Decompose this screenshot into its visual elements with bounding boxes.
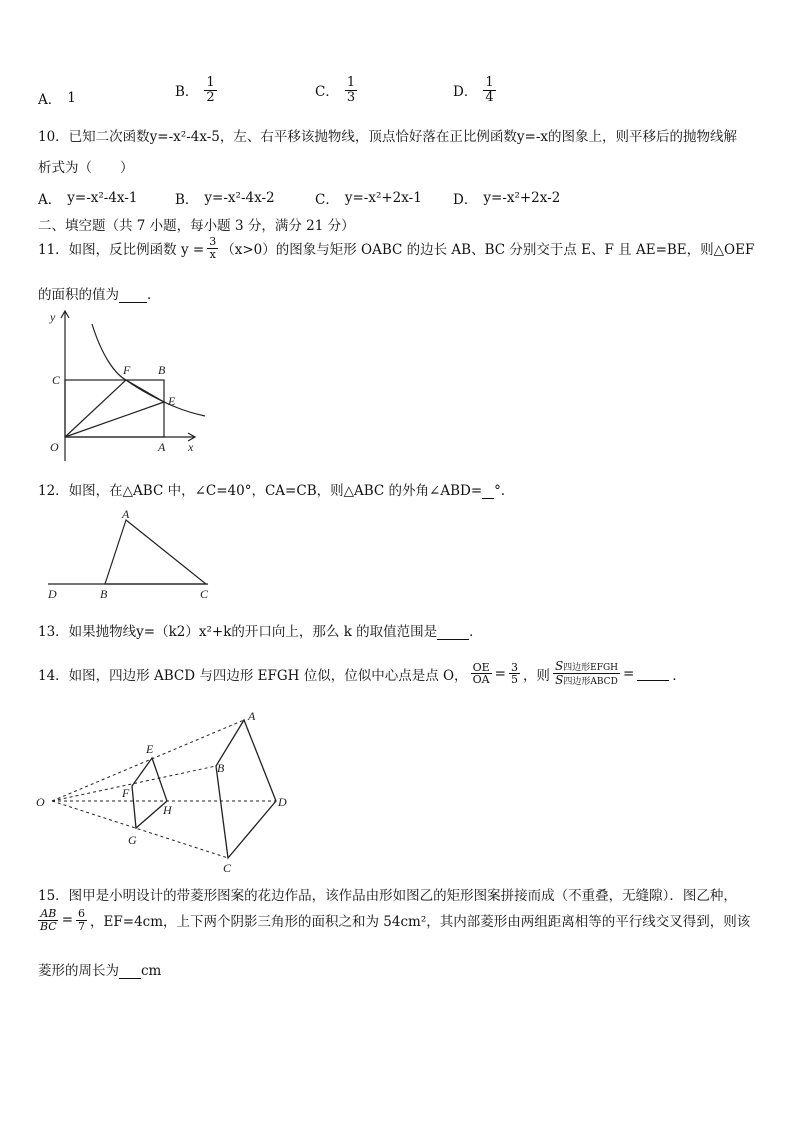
q15-stem-line2 [38, 908, 750, 932]
label-g: G [128, 833, 137, 847]
fraction-denominator: 3 [346, 89, 356, 105]
line-oc [52, 801, 228, 858]
line-oa [52, 720, 244, 801]
section-title: 二、填空题（共 7 小题，每小题 3 分，满分 21 分） [38, 218, 355, 234]
option-label: C． [315, 192, 339, 208]
fraction-denominator [553, 674, 620, 687]
projection-lines [52, 720, 276, 858]
q15-text: 菱形的周长为 [38, 963, 119, 979]
answer-blank [119, 288, 147, 303]
fraction-numerator: 1 [206, 75, 215, 90]
rectangle-oabc [65, 380, 164, 437]
label-x: x [188, 440, 194, 454]
segment-fe [126, 380, 164, 402]
hyperbola-curve [92, 324, 205, 416]
q9-option-b [175, 76, 217, 104]
q11-end: ． [147, 287, 161, 303]
q14-fraction-ratio [509, 662, 520, 686]
label-h: H [163, 803, 172, 817]
q11-figure [30, 306, 210, 466]
fraction-denominator: 5 [510, 673, 518, 687]
fraction-denominator: BC [40, 919, 57, 933]
q11-stem-line1 [38, 236, 754, 260]
fraction-numerator [553, 660, 620, 674]
fraction-numerator: 1 [346, 75, 356, 90]
label-b: B [100, 587, 108, 601]
label-e: E [168, 394, 176, 408]
label-b: B [158, 363, 166, 377]
answer-blank [637, 666, 669, 681]
q12-stem [38, 479, 514, 499]
option-label: A． [38, 192, 62, 208]
label-e: E [146, 742, 154, 756]
option-fraction [345, 76, 357, 104]
q14-mid: ，则 [522, 667, 550, 684]
label-y: y [50, 310, 56, 324]
option-fraction [204, 76, 216, 104]
answer-blank [437, 625, 469, 640]
q14-stem [38, 660, 686, 688]
segment-of [65, 380, 126, 437]
q10-stem-line2 [38, 156, 134, 176]
option-fraction [483, 76, 495, 104]
fraction-numerator: 3 [209, 235, 217, 248]
q11-stem-line2 [38, 283, 161, 303]
quadrilateral-abcd [216, 720, 276, 858]
s-symbol: S [554, 659, 564, 673]
label-f: F [123, 363, 131, 377]
fraction-numerator: OE [472, 660, 490, 674]
equals-sign: = [623, 665, 635, 682]
q9-option-d [453, 76, 496, 104]
label-a: A [158, 440, 166, 454]
q9-option-c [315, 76, 357, 104]
option-value: y=-x²-4x-1 [67, 190, 138, 206]
option-label: D． [453, 84, 478, 101]
q15-unit: cm [141, 963, 162, 979]
q13-text: 13．如果抛物线y=（k2）x²+k的开口向上，那么 k 的取值范围是 [38, 624, 438, 640]
q14-prefix: 14．如图，四边形 ABCD 与四边形 EFGH 位似，位似中心点是点 O， [38, 667, 468, 684]
q15-fraction-ab-bc [38, 908, 59, 932]
q14-end: ． [672, 667, 686, 684]
fraction-denominator: x [209, 247, 216, 261]
q10-option-d [453, 188, 560, 208]
s-symbol: S [555, 673, 564, 688]
q10-option-c [315, 188, 422, 208]
option-value: y=-x²+2x-1 [344, 190, 422, 206]
q10-close-paren: ） [120, 160, 134, 176]
option-value: 1 [67, 90, 76, 106]
label-d: D [278, 795, 287, 809]
q10-option-a [38, 188, 137, 208]
equals-sign: = [61, 912, 74, 929]
segment-oe [65, 402, 164, 437]
option-label: C． [315, 84, 339, 101]
q14-figure [30, 706, 300, 878]
option-value: y=-x²-4x-2 [204, 190, 275, 206]
q11-text: 的面积的值为 [38, 287, 119, 303]
q10-text: 析式为（ [38, 160, 92, 176]
label-f: F [122, 786, 130, 800]
option-value: y=-x²+2x-2 [483, 190, 561, 206]
quadrilateral-efgh [132, 758, 167, 828]
q10-option-b [175, 188, 275, 208]
fraction-numerator: AB [40, 907, 57, 920]
q12-text: 12．如图，在△ABC 中，∠C=40°，CA=CB，则△ABC 的外角∠ABD= [38, 483, 483, 499]
q14-fraction-oe-oa [471, 662, 492, 686]
q15-stem-line1: 15．图甲是小明设计的带菱形图案的花边作品，该作品由形如图乙的矩形图案拼接而成（不重叠，无缝隙）．图乙种， [38, 888, 737, 904]
s-subscript: 四边形ABCD [563, 677, 618, 688]
fraction-denominator: 4 [485, 89, 494, 105]
q14-area-fraction [553, 660, 620, 688]
label-a: A [248, 709, 256, 723]
s-subscript: 四边形EFGH [563, 663, 619, 673]
label-o: O [50, 440, 59, 454]
label-c: C [52, 373, 61, 387]
q11-fraction [207, 236, 218, 260]
option-label: B． [175, 192, 199, 208]
label-o: O [36, 795, 45, 809]
q11-prefix: 11．如图，反比例函数 y = [38, 242, 205, 259]
fraction-numerator: 6 [78, 907, 86, 920]
q9-option-a [38, 88, 76, 108]
option-label: D． [453, 192, 478, 208]
answer-blank [482, 484, 494, 499]
label-c: C [200, 587, 209, 601]
q12-end: °． [494, 483, 515, 499]
option-label: B． [175, 84, 199, 101]
q15-text: ，EF=4cm，上下两个阴影三角形的面积之和为 54cm²，其内部菱形由两组距离相等的平行线交叉得到，则该 [90, 914, 751, 931]
label-b: B [217, 761, 225, 775]
q15-stem-line3 [38, 959, 161, 979]
q13-end: ． [469, 624, 483, 640]
q10-stem-line1: 10．已知二次函数y=-x²-4x-5，左、右平移该抛物线，顶点恰好落在正比例函数y=-x的图象上，则平移后的抛物线解 [38, 129, 737, 145]
label-a: A [122, 507, 130, 521]
answer-blank [119, 964, 141, 979]
fraction-numerator: 3 [510, 660, 518, 674]
fraction-denominator: 2 [206, 89, 215, 105]
q12-figure [40, 504, 230, 604]
label-c: C [223, 861, 232, 875]
q13-stem [38, 620, 483, 640]
q15-fraction-ratio [76, 908, 87, 932]
q11-suffix: （x>0）的图象与矩形 OABC 的边长 AB、BC 分别交于点 E、F 且 AE=BE，则△OEF [221, 242, 755, 259]
fraction-numerator: 1 [485, 75, 494, 90]
fraction-denominator: OA [472, 673, 490, 687]
triangle-abc [105, 520, 206, 584]
option-label: A． [38, 92, 62, 108]
label-d: D [48, 587, 57, 601]
equals-sign: = [494, 665, 506, 682]
fraction-denominator: 7 [78, 919, 86, 933]
